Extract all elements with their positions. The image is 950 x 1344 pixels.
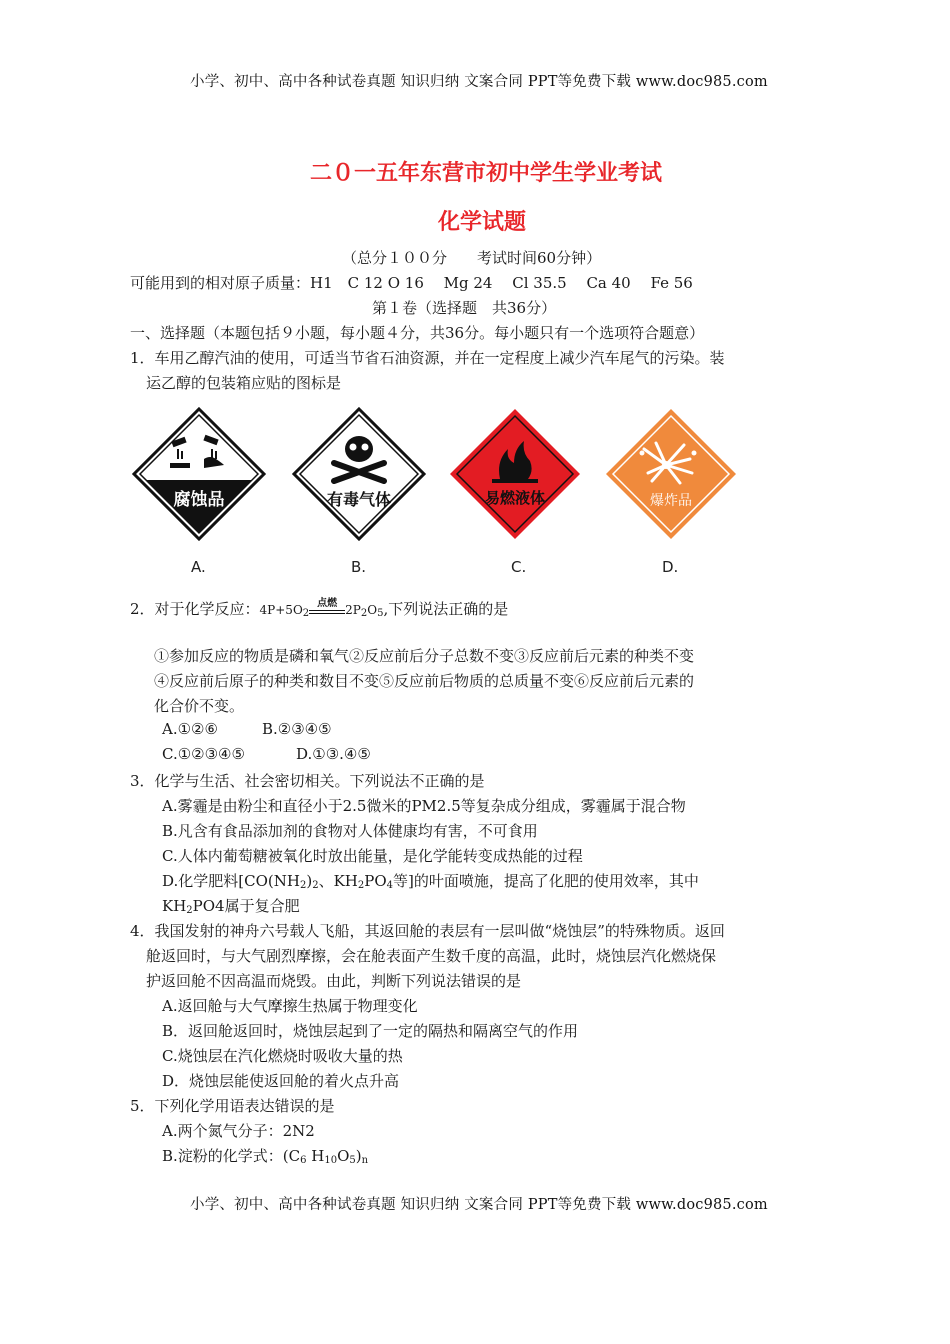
corrosive-sign	[132, 407, 266, 541]
q2-line3: 化合价不变。	[154, 697, 245, 715]
explosive-sign	[604, 407, 738, 541]
section-title: 一、选择题（本题包括９小题，每小题４分，共36分。每小题只有一个选项符合题意）	[130, 324, 705, 342]
q2-option-b: B.②③④⑤	[262, 720, 332, 738]
q3-option-c: C.人体内葡萄糖被氧化时放出能量，是化学能转变成热能的过程	[162, 847, 583, 865]
q3-stem: 3．化学与生活、社会密切相关。下列说法不正确的是	[130, 772, 485, 790]
atomic-mass: 可能用到的相对原子质量：H1 C 12 O 16 Mg 24 Cl 35.5 Ca 40 Fe 56	[130, 274, 693, 292]
q1-line2: 运乙醇的包装箱应贴的图标是	[146, 374, 342, 392]
chemical-equation: $4P+5O_2$ 点燃 $2P_2O_5$	[259, 598, 384, 619]
sign-a-label: 腐蚀品	[173, 490, 225, 510]
q2-stem: 2．对于化学反应：$4P+5O_2$ 点燃 $2P_2O_5$,下列说法正确的是	[130, 598, 509, 619]
q2-option-a: A.①②⑥	[162, 720, 218, 738]
exam-meta: （总分１００分 考试时间60分钟）	[342, 249, 602, 267]
q4-option-c: C.烧蚀层在汽化燃烧时吸收大量的热	[162, 1047, 403, 1065]
q2-line1: ①参加反应的物质是磷和氧气②反应前后分子总数不变③反应前后元素的种类不变	[154, 647, 695, 665]
page-header: 小学、初中、高中各种试卷真题 知识归纳 文案合同 PPT等免费下载 www.doc985.com	[190, 74, 768, 90]
volume-title: 第１卷（选择题 共36分）	[372, 299, 557, 317]
q4-line1: 4．我国发射的神舟六号载人飞船，其返回舱的表层有一层叫做“烧蚀层”的特殊物质。返回	[130, 922, 725, 940]
q4-option-a: A.返回舱与大气摩擦生热属于物理变化	[162, 997, 418, 1015]
q3-option-a: A.雾霾是由粉尘和直径小于2.5微米的PM2.5等复杂成分组成，雾霾属于混合物	[162, 797, 686, 815]
exam-subtitle: 化学试题	[438, 210, 527, 235]
q4-line2: 舱返回时，与大气剧烈摩擦，会在舱表面产生数千度的高温，此时，烧蚀层汽化燃烧保	[146, 947, 717, 965]
sign-d-label: 爆炸品	[650, 493, 692, 509]
q1-line1: 1．车用乙醇汽油的使用，可适当节省石油资源，并在一定程度上减少汽车尾气的污染。装	[130, 349, 725, 367]
option-d-label: D.	[662, 558, 679, 576]
toxic-gas-sign	[292, 407, 426, 541]
q3-option-d-line2: $KH_2PO4$属于复合肥	[162, 897, 300, 916]
flammable-liquid-sign	[448, 407, 582, 541]
q2-line2: ④反应前后原子的种类和数目不变⑤反应前后物质的总质量不变⑥反应前后元素的	[154, 672, 695, 690]
sign-b-label: 有毒气体	[326, 490, 392, 509]
page-footer: 小学、初中、高中各种试卷真题 知识归纳 文案合同 PPT等免费下载 www.doc985.com	[190, 1197, 768, 1213]
option-a-label: A.	[191, 558, 206, 576]
q2-option-d: D.①③.④⑤	[296, 745, 371, 763]
option-c-label: C.	[511, 558, 527, 576]
exam-title: 二０一五年东营市初中学生学业考试	[310, 161, 663, 186]
q4-option-b: B．返回舱返回时，烧蚀层起到了一定的隔热和隔离空气的作用	[162, 1022, 579, 1040]
q5-option-b: B.淀粉的化学式：($C_6$ $H_{10}O_5)_n$	[162, 1147, 369, 1166]
q5-option-a: A.两个氮气分子：2N2	[162, 1122, 315, 1140]
q4-line3: 护返回舱不因高温而烧毁。由此，判断下列说法错误的是	[146, 972, 522, 990]
sign-c-label: 易燃液体	[484, 489, 546, 507]
q3-option-d: D.化学肥料[$CO(NH_2)_2$、$KH_2PO_4$等]的叶面喷施，提高了化肥的使用效率，其中	[162, 872, 699, 891]
q3-option-b: B.凡含有食品添加剂的食物对人体健康均有害，不可食用	[162, 822, 538, 840]
q5-stem: 5．下列化学用语表达错误的是	[130, 1097, 335, 1115]
q2-option-c: C.①②③④⑤	[162, 745, 245, 763]
option-b-label: B.	[351, 558, 367, 576]
q4-option-d: D．烧蚀层能使返回舱的着火点升高	[162, 1072, 400, 1090]
